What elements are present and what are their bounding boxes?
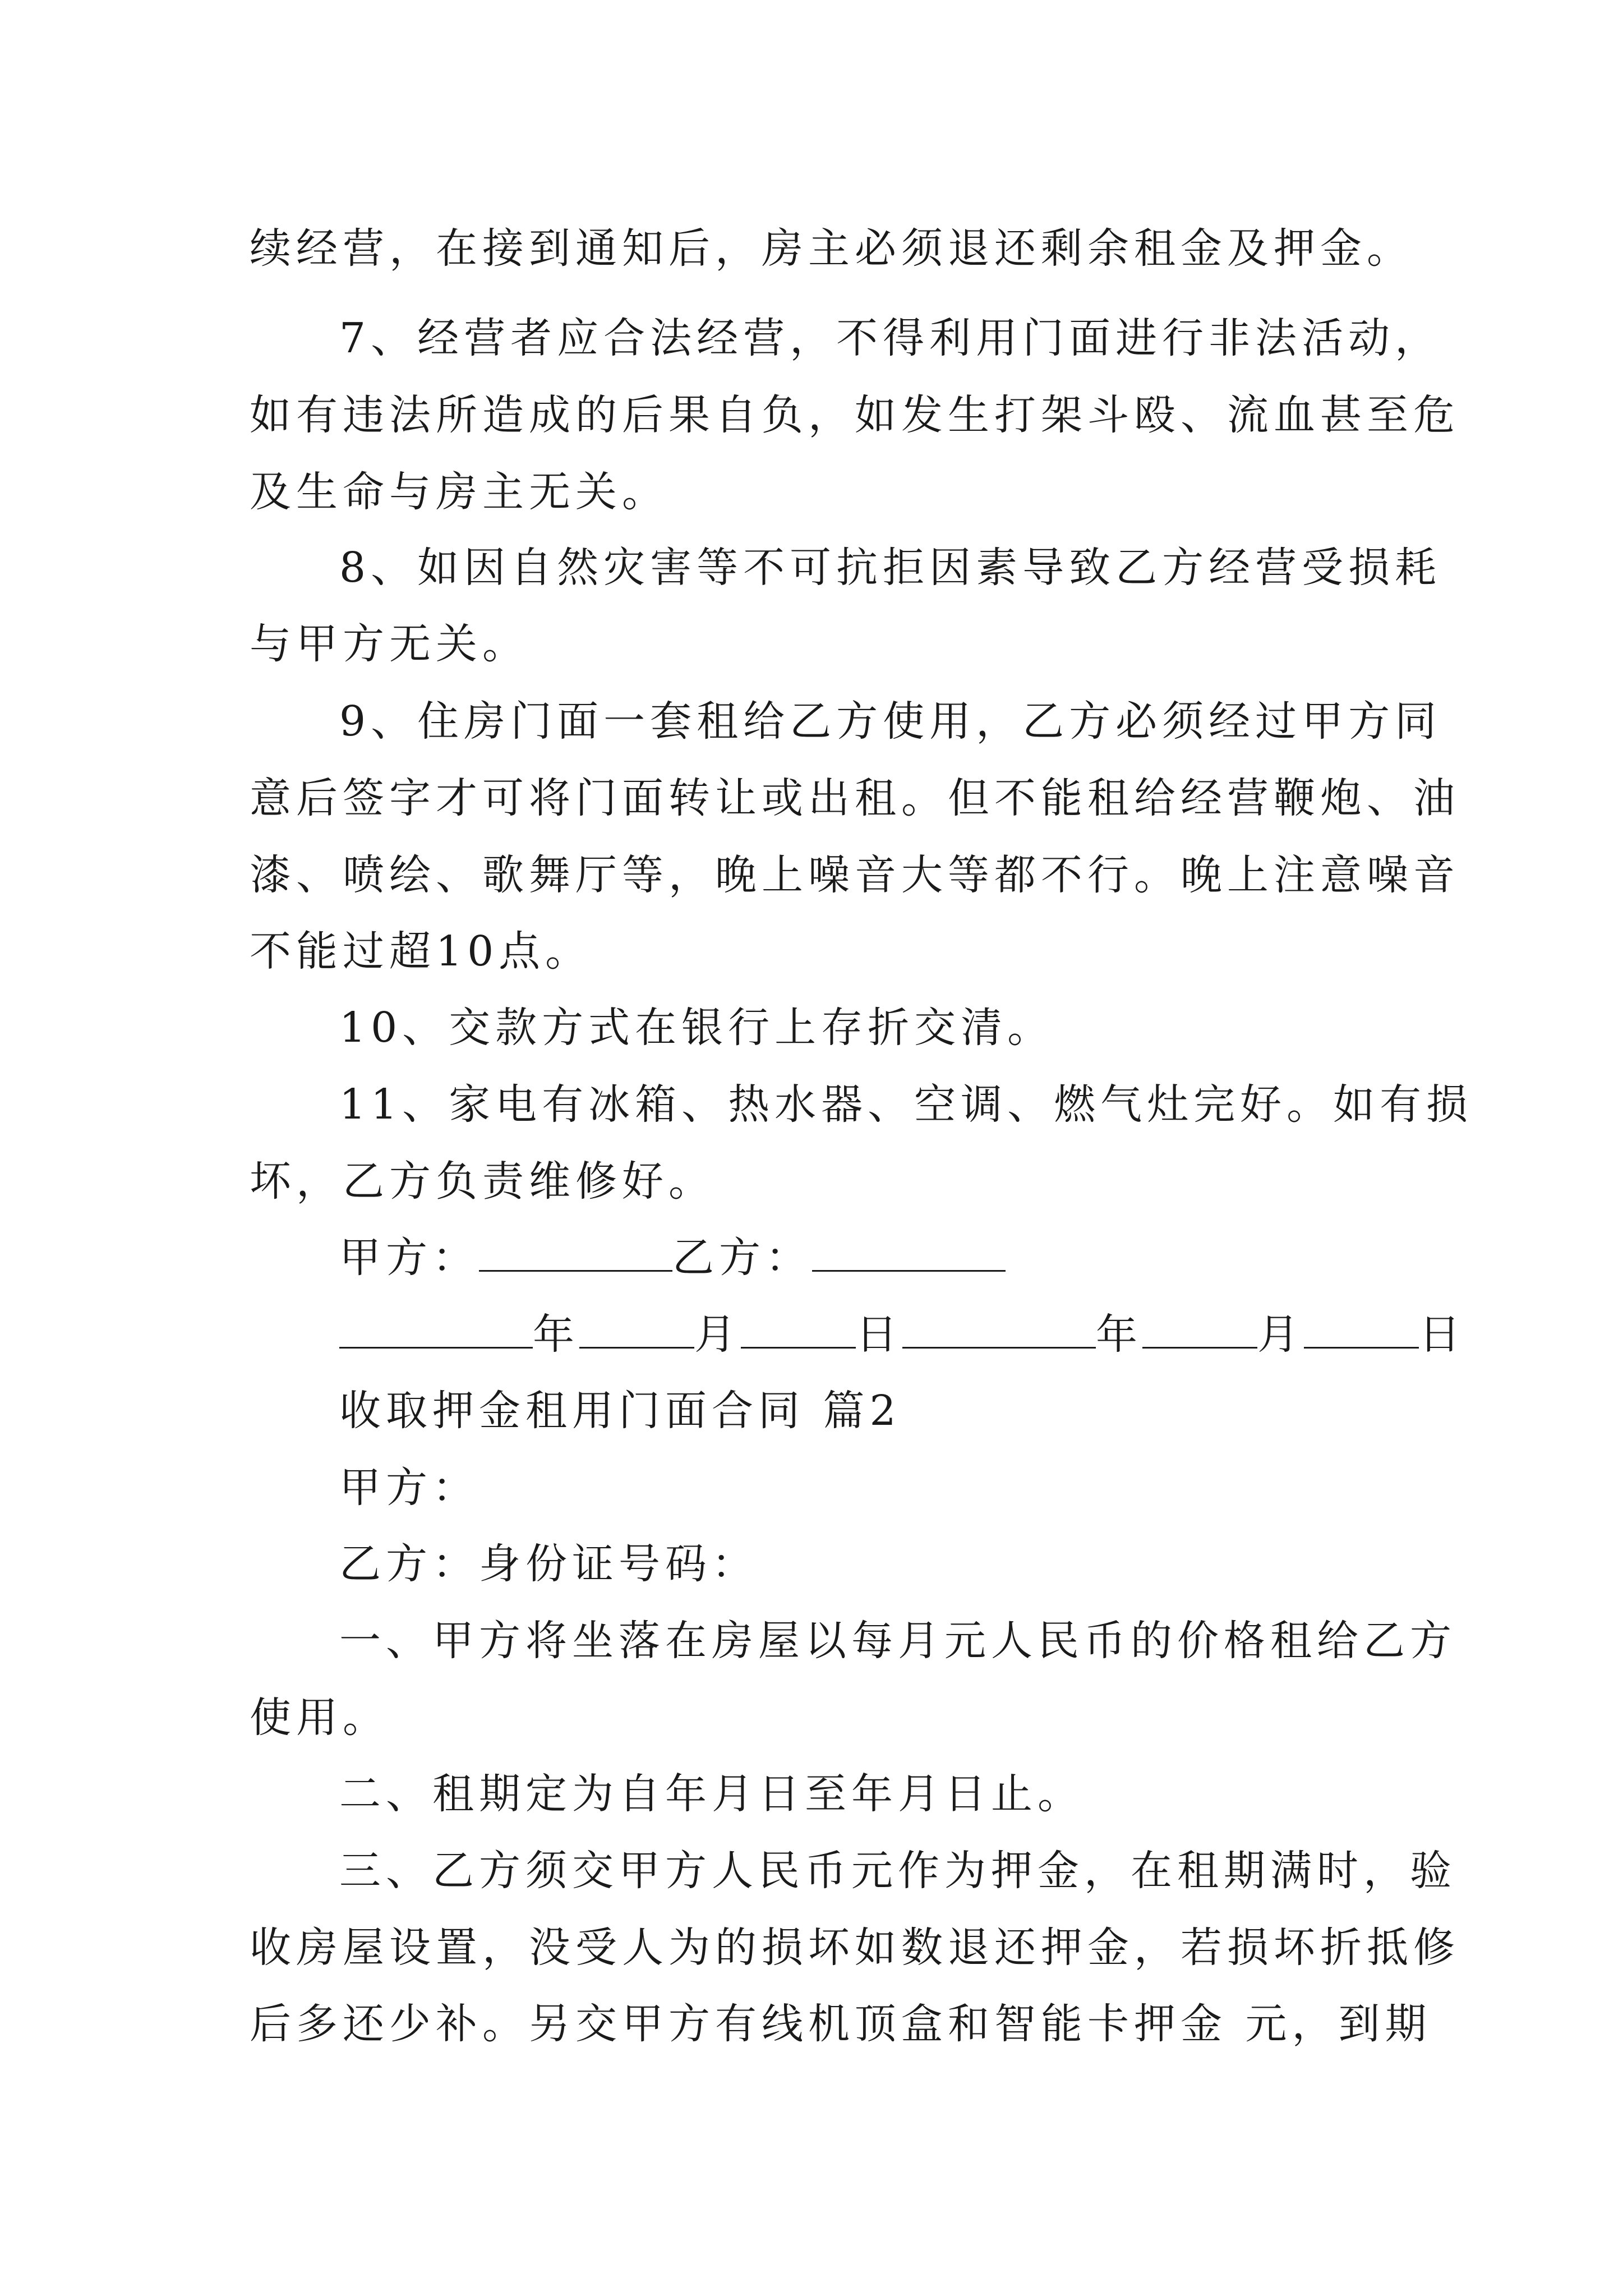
year-blank-2 <box>902 1311 1096 1349</box>
month-label-2: 月 <box>1257 1310 1304 1359</box>
text-line: 使用。 <box>250 1694 389 1742</box>
month-blank-2 <box>1142 1311 1257 1349</box>
text-line: 漆、喷绘、歌舞厅等，晚上噪音大等都不行。晚上注意噪音 <box>250 851 1460 899</box>
text-line: 与甲方无关。 <box>250 620 529 668</box>
text-line: 10、交款方式在银行上存折交清。 <box>339 1004 1054 1052</box>
text-line: 如有违法所造成的后果自负，如发生打架斗殴、流血甚至危 <box>250 391 1460 439</box>
text-line: 8、如因自然灾害等不可抗拒因素导致乙方经营受损耗 <box>339 544 1442 592</box>
text-line: 及生命与房主无关。 <box>250 468 668 516</box>
text-line: 坏，乙方负责维修好。 <box>250 1157 715 1205</box>
day-label: 日 <box>856 1310 902 1359</box>
text-line: 11、家电有冰箱、热水器、空调、燃气灶完好。如有损 <box>339 1080 1473 1129</box>
text-line: 乙方：身份证号码： <box>339 1540 758 1588</box>
text-line: 续经营，在接到通知后，房主必须退还剩余租金及押金。 <box>250 224 1413 273</box>
year-label-2: 年 <box>1096 1310 1142 1359</box>
month-blank <box>579 1311 694 1349</box>
section-title: 收取押金租用门面合同 篇2 <box>339 1387 901 1435</box>
party-a-label: 甲方： <box>339 1234 479 1282</box>
text-line: 三、乙方须交甲方人民币元作为押金，在租期满时，验 <box>339 1847 1456 1895</box>
party-b-blank <box>812 1234 1006 1272</box>
party-b-label: 乙方： <box>672 1234 812 1282</box>
day-blank-2 <box>1304 1311 1419 1349</box>
month-label: 月 <box>694 1310 741 1359</box>
date-row <box>339 1309 1465 1360</box>
text-line: 一、甲方将坐落在房屋以每月元人民币的价格租给乙方 <box>339 1617 1456 1665</box>
day-blank <box>741 1311 856 1349</box>
text-line: 二、租期定为自年月日至年月日止。 <box>339 1770 1084 1818</box>
year-blank <box>339 1311 533 1349</box>
text-line: 后多还少补。另交甲方有线机顶盒和智能卡押金 元，到期 <box>250 2000 1432 2048</box>
party-a-blank <box>479 1234 672 1272</box>
day-label-2: 日 <box>1419 1310 1465 1359</box>
text-line: 甲方： <box>339 1464 479 1512</box>
signature-row <box>339 1232 1006 1283</box>
text-line: 9、住房门面一套租给乙方使用，乙方必须经过甲方同 <box>339 697 1442 746</box>
text-line: 不能过超10点。 <box>250 927 592 976</box>
year-label: 年 <box>533 1310 579 1359</box>
text-line: 7、经营者应合法经营，不得利用门面进行非法活动， <box>339 314 1442 362</box>
text-line: 收房屋设置，没受人为的损坏如数退还押金，若损坏折抵修 <box>250 1924 1460 1972</box>
text-line: 意后签字才可将门面转让或出租。但不能租给经营鞭炮、油 <box>250 774 1460 822</box>
